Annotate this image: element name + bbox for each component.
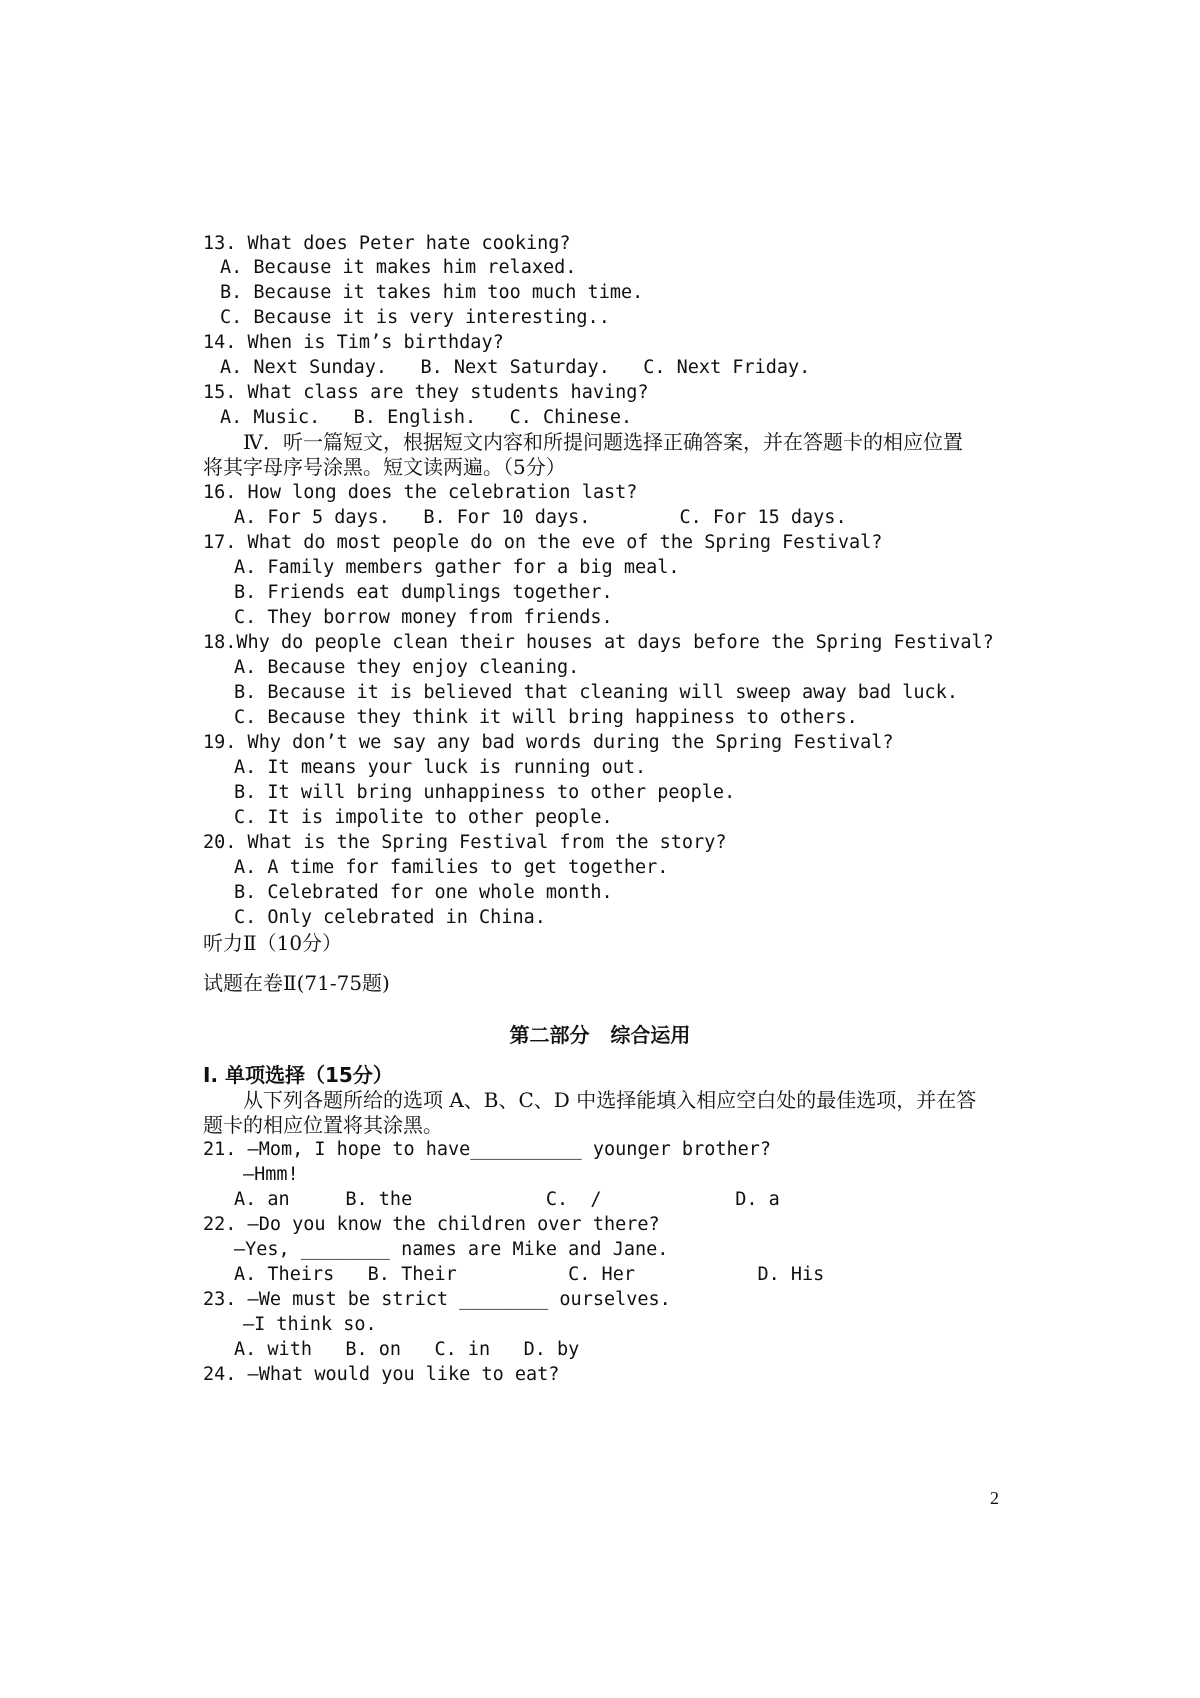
q22-reply: —Yes, ________ names are Mike and Jane. (234, 1239, 669, 1260)
q17-option-c: C. They borrow money from friends. (234, 607, 613, 628)
question-17: 17. What do most people do on the eve of the Spring Festival? (203, 532, 883, 553)
q19-option-b: B. It will bring unhappiness to other people. (234, 782, 736, 803)
q13-option-c: C. Because it is very interesting.. (220, 307, 610, 328)
question-14: 14. When is Tim’s birthday? (203, 332, 504, 353)
question-20: 20. What is the Spring Festival from the story? (203, 832, 727, 853)
section-1-title: Ⅰ. 单项选择（15分） (203, 1063, 393, 1087)
q23-options: A. with B. on C. in D. by (234, 1339, 580, 1360)
listening-2-title: 听力Ⅱ（10分） (203, 931, 343, 955)
question-23: 23. —We must be strict ________ ourselves. (203, 1289, 671, 1310)
q22-options: A. Theirs B. Their C. Her D. His (234, 1264, 825, 1285)
question-21: 21. —Mom, I hope to have__________ younger brother? (203, 1139, 772, 1160)
q13-option-a: A. Because it makes him relaxed. (220, 257, 577, 278)
q21-options: A. an B. the C. / D. a (234, 1189, 780, 1210)
q19-option-c: C. It is impolite to other people. (234, 807, 613, 828)
question-16: 16. How long does the celebration last? (203, 482, 638, 503)
section-4-instruction-line2: 将其字母序号涂黑。短文读两遍。（5分） (203, 455, 566, 479)
question-24: 24. —What would you like to eat? (203, 1364, 560, 1385)
page-number: 2 (990, 1488, 999, 1508)
q20-option-c: C. Only celebrated in China. (234, 907, 546, 928)
q18-option-b: B. Because it is believed that cleaning will sweep away bad luck. (234, 682, 958, 703)
q23-reply: —I think so. (243, 1314, 377, 1335)
section-1-instruction-line2: 题卡的相应位置将其涂黑。 (203, 1113, 443, 1137)
q17-option-b: B. Friends eat dumplings together. (234, 582, 613, 603)
question-13: 13. What does Peter hate cooking? (203, 233, 571, 254)
part-2-title: 第二部分 综合运用 (509, 1023, 691, 1047)
q14-options: A. Next Sunday. B. Next Saturday. C. Next Friday. (220, 357, 811, 378)
question-22: 22. —Do you know the children over there? (203, 1214, 660, 1235)
question-15: 15. What class are they students having? (203, 382, 649, 403)
q17-option-a: A. Family members gather for a big meal. (234, 557, 680, 578)
q18-option-a: A. Because they enjoy cleaning. (234, 657, 580, 678)
q19-option-a: A. It means your luck is running out. (234, 757, 647, 778)
question-18: 18.Why do people clean their houses at days before the Spring Festival? (203, 632, 994, 653)
q16-options: A. For 5 days. B. For 10 days. C. For 15 days. (234, 507, 847, 528)
q21-reply: —Hmm! (243, 1164, 299, 1185)
q20-option-a: A. A time for families to get together. (234, 857, 669, 878)
listening-2-note: 试题在卷Ⅱ(71-75题) (203, 971, 390, 995)
section-1-instruction-line1: 从下列各题所给的选项 A、B、C、D 中选择能填入相应空白处的最佳选项，并在答 (243, 1088, 977, 1112)
q15-options: A. Music. B. English. C. Chinese. (220, 407, 633, 428)
section-4-instruction-line1: Ⅳ．听一篇短文，根据短文内容和所提问题选择正确答案，并在答题卡的相应位置 (243, 430, 963, 454)
q18-option-c: C. Because they think it will bring happiness to others. (234, 707, 858, 728)
q20-option-b: B. Celebrated for one whole month. (234, 882, 613, 903)
q13-option-b: B. Because it takes him too much time. (220, 282, 644, 303)
question-19: 19. Why don’t we say any bad words during the Spring Festival? (203, 732, 894, 753)
